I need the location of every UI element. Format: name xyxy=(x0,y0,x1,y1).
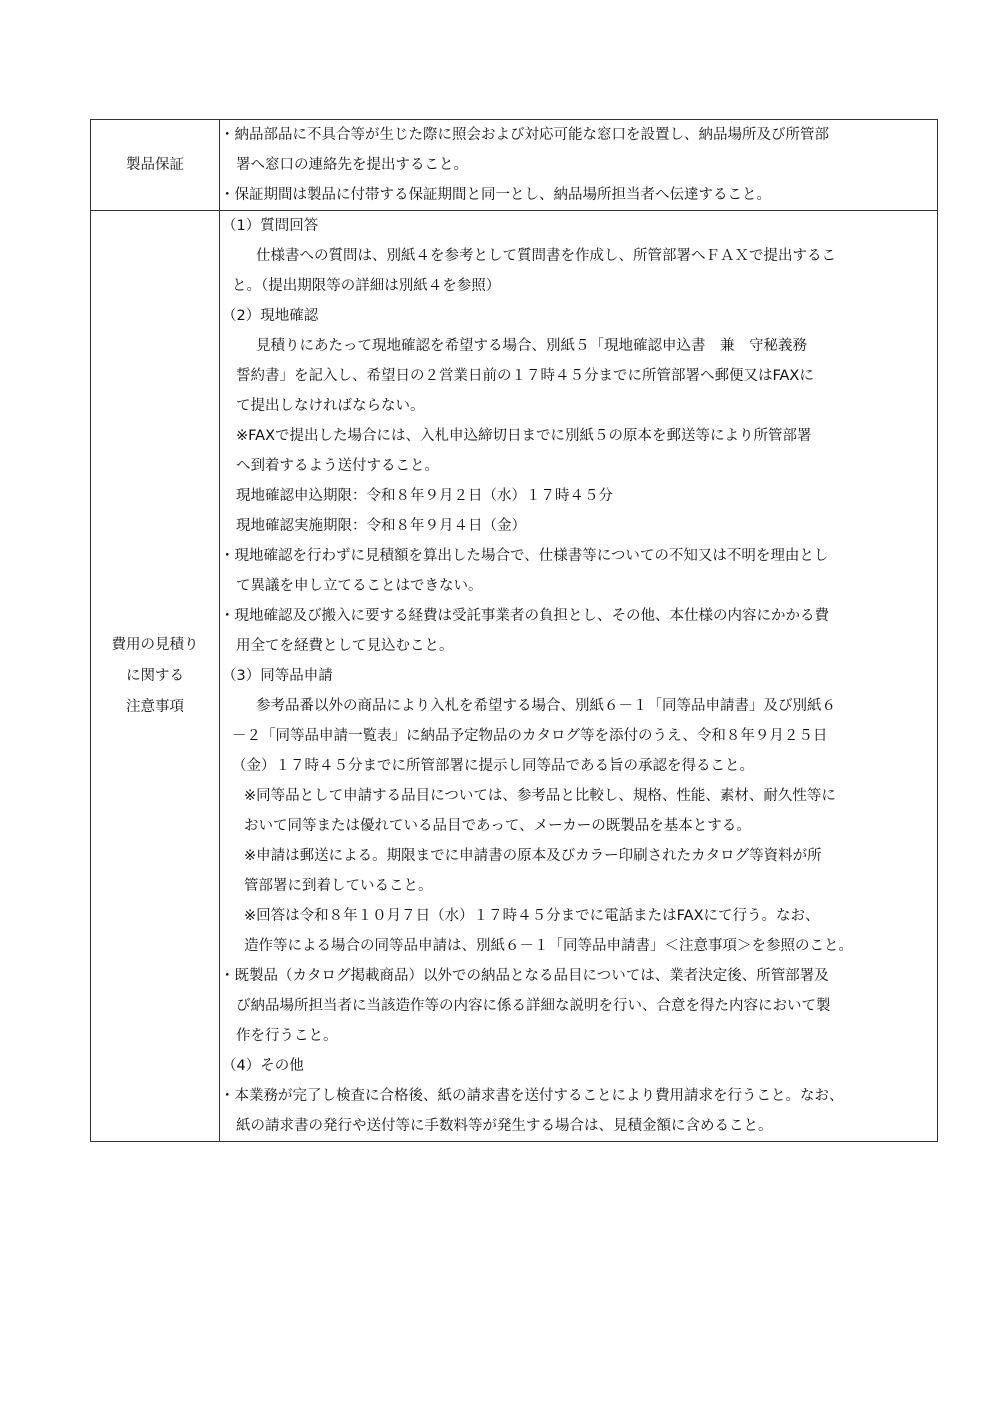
row-label-line: 製品保証 xyxy=(126,156,184,173)
row-content-cell xyxy=(220,120,938,211)
content-line: 作を行うこと。 xyxy=(236,1028,338,1044)
row-label-cell xyxy=(91,120,220,211)
content-line: 見積りにあたって現地確認を希望する場合、別紙５「現地確認申込書 兼 守秘義務 xyxy=(256,338,807,354)
content-line: （1）質問回答 xyxy=(222,218,319,234)
content-line: ・現地確認及び搬入に要する経費は受託事業者の負担とし、その他、本仕様の内容にかかる費 xyxy=(220,608,829,624)
content-line: ※FAXで提出した場合には、入札申込締切日までに別紙５の原本を郵送等により所管部署 xyxy=(236,428,812,444)
specification-table xyxy=(90,119,938,1142)
content-line: －２「同等品申請一覧表」に納品予定物品のカタログ等を添付のうえ、令和８年９月２５日 xyxy=(232,728,828,744)
content-line: 誓約書」を記入し、希望日の２営業日前の１７時４５分までに所管部署へ郵便又はFAXに xyxy=(236,368,814,384)
content-line: 現地確認申込期限：令和８年９月２日（水）１７時４５分 xyxy=(236,488,613,504)
content-line: 管部署に到着していること。 xyxy=(244,878,433,894)
content-line: （4）その他 xyxy=(222,1058,304,1074)
row-label-line: 注意事項 xyxy=(126,698,184,715)
row-content-cell xyxy=(220,211,938,1142)
content-line: 紙の請求書の発行や送付等に手数料等が発生する場合は、見積金額に含めること。 xyxy=(236,1118,773,1134)
content-line: ・既製品（カタログ掲載商品）以外での納品となる品目については、業者決定後、所管部署及 xyxy=(220,968,829,984)
content-line: 署へ窓口の連絡先を提出すること。 xyxy=(236,157,468,173)
content-line: 参考品番以外の商品により入札を希望する場合、別紙６－１「同等品申請書」及び別紙６ xyxy=(256,698,836,714)
row-label-line: 費用の見積り xyxy=(111,636,199,653)
content-line: （3）同等品申請 xyxy=(222,668,333,684)
content-line: て提出しなければならない。 xyxy=(236,398,425,414)
row-label-line: に関する xyxy=(126,667,184,684)
content-line: ※申請は郵送による。期限までに申請書の原本及びカラー印刷されたカタログ等資料が所 xyxy=(244,848,822,864)
content-line: ・納品部品に不具合等が生じた際に照会および対応可能な窓口を設置し、納品場所及び所管部 xyxy=(220,127,829,143)
content-line: おいて同等または優れている品目であって、メーカーの既製品を基本とする。 xyxy=(244,818,751,834)
table-row xyxy=(91,120,938,211)
content-line: 仕様書への質問は、別紙４を参考として質問書を作成し、所管部署へＦＡＸで提出するこ xyxy=(256,248,836,264)
content-line: （2）現地確認 xyxy=(222,308,319,324)
content-line: （金）１７時４５分までに所管部署に提示し同等品である旨の承認を得ること。 xyxy=(232,758,754,774)
content-line: ・本業務が完了し検査に合格後、紙の請求書を送付することにより費用請求を行うこと。なお、 xyxy=(220,1088,844,1104)
content-line: ・現地確認を行わずに見積額を算出した場合で、仕様書等についての不知又は不明を理由とし xyxy=(220,548,829,564)
content-line: 造作等による場合の同等品申請は、別紙６－１「同等品申請書」＜注意事項＞を参照のこと。 xyxy=(244,938,853,954)
content-line: へ到着するよう送付すること。 xyxy=(236,458,439,474)
content-line: 現地確認実施期限：令和８年９月４日（金） xyxy=(236,518,526,534)
table-row xyxy=(91,211,938,1142)
content-line: 用全てを経費として見込むこと。 xyxy=(236,638,454,654)
content-line: ※同等品として申請する品目については、参考品と比較し、規格、性能、素材、耐久性等に xyxy=(244,788,836,804)
content-line: て異議を申し立てることはできない。 xyxy=(236,578,483,594)
content-line: と。（提出期限等の詳細は別紙４を参照） xyxy=(232,278,501,294)
content-line: ※回答は令和８年１０月７日（水）１７時４５分までに電話またはFAXにて行う。なお、 xyxy=(244,908,820,924)
content-line: ・保証期間は製品に付帯する保証期間と同一とし、納品場所担当者へ伝達すること。 xyxy=(220,187,771,203)
row-label-cell xyxy=(91,211,220,1142)
content-line: び納品場所担当者に当該造作等の内容に係る詳細な説明を行い、合意を得た内容において製 xyxy=(236,998,831,1014)
